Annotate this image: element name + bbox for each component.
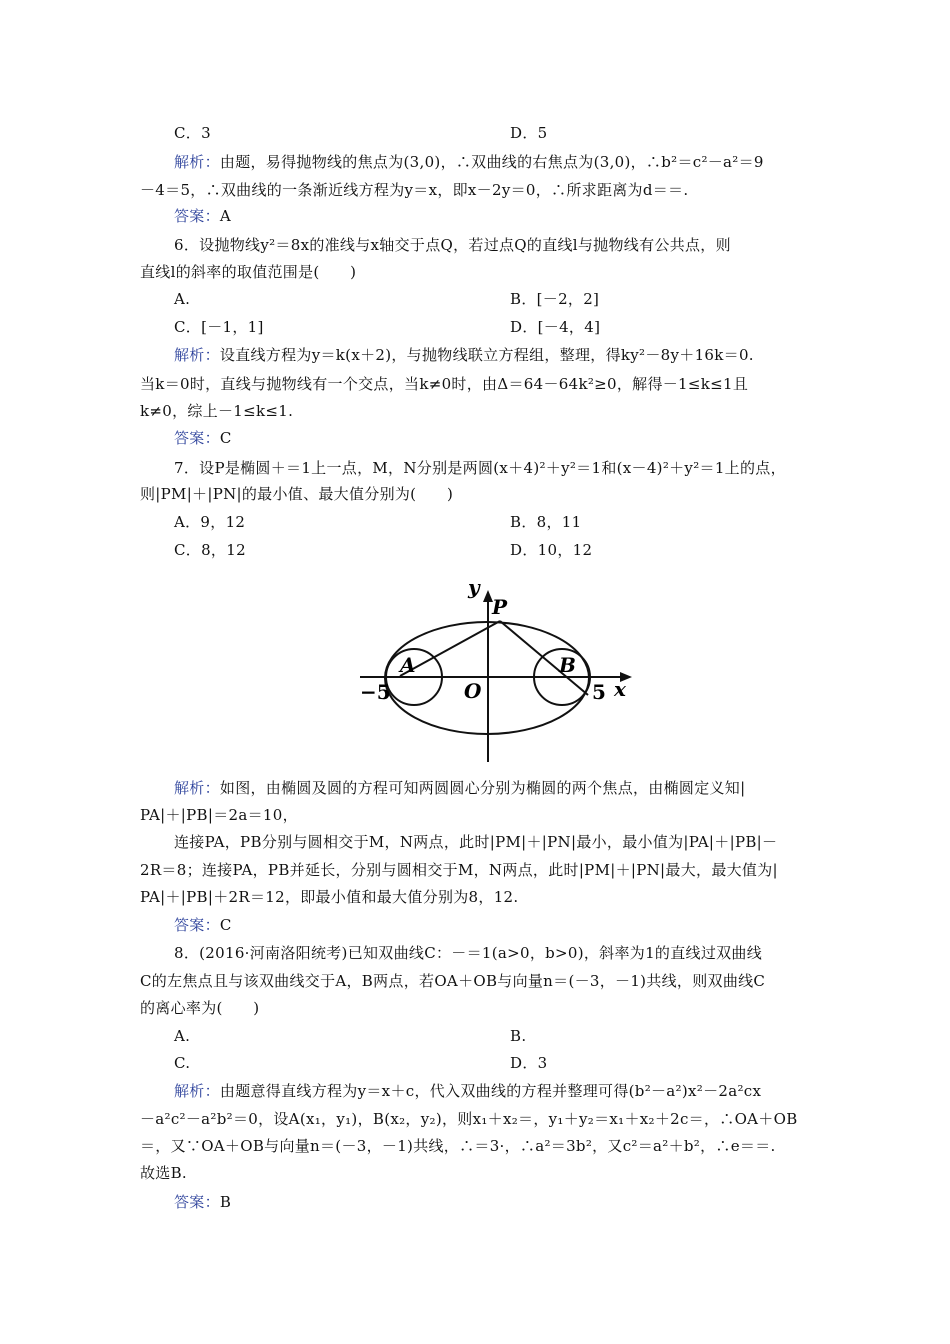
q6-option-c: C．[－1，1] xyxy=(174,318,264,336)
q8-option-a: A. xyxy=(174,1027,191,1045)
q8-analysis xyxy=(174,1082,761,1100)
q7-analysis-cont: PA|＋|PB|＝2a＝10， xyxy=(140,806,298,824)
analysis-text: 设直线方程为y＝k(x＋2)，与抛物线联立方程组，整理，得ky²－8y＋16k＝0. xyxy=(219,346,754,364)
y-label: y xyxy=(468,575,480,599)
answer-value: C xyxy=(219,429,232,447)
answer-label: 答案： xyxy=(174,207,220,225)
q7-analysis-cont2: 连接PA，PB分别与圆相交于M，N两点，此时|PM|＋|PN|最小，最小值为|PA|＋|PB|－ xyxy=(174,833,778,851)
question-6-stem: 6．设抛物线y²＝8x的准线与x轴交于点Q，若过点Q的直线l与抛物线有公共点，则 xyxy=(174,236,731,254)
o-label: O xyxy=(464,679,482,703)
b-label: B xyxy=(559,653,576,677)
answer-line xyxy=(174,207,231,225)
answer-value: A xyxy=(219,207,232,225)
analysis-label: 解析： xyxy=(174,779,220,797)
q8-analysis-cont3: 故选B. xyxy=(140,1164,187,1182)
analysis-label: 解析： xyxy=(174,1082,220,1100)
answer-value: C xyxy=(219,916,232,934)
question-7-stem: 7．设P是椭圆＋＝1上一点，M，N分别是两圆(x＋4)²＋y²＝1和(x－4)²＋y²＝1上的点， xyxy=(174,459,786,477)
p-label: P xyxy=(492,595,508,619)
answer-label: 答案： xyxy=(174,916,220,934)
q7-option-b: B．8，11 xyxy=(510,513,582,531)
answer-label: 答案： xyxy=(174,1193,220,1211)
q7-answer xyxy=(174,916,232,934)
option-c: C．3 xyxy=(174,124,211,142)
q8-option-c: C. xyxy=(174,1054,191,1072)
q6-analysis-cont2: k≠0，综上－1≤k≤1. xyxy=(140,402,294,420)
q8-analysis-cont2: ＝，又∵OA＋OB与向量n＝(－3，－1)共线，∴＝3·，∴a²＝3b²，又c²＝a²＋b²，∴e＝＝. xyxy=(140,1137,776,1155)
question-7-stem-cont: 则|PM|＋|PN|的最小值、最大值分别为( ) xyxy=(140,485,454,503)
q8-option-d: D．3 xyxy=(510,1054,548,1072)
answer-value: B xyxy=(219,1193,232,1211)
q7-option-c: C．8，12 xyxy=(174,541,246,559)
question-6-stem-cont: 直线l的斜率的取值范围是( ) xyxy=(140,263,357,281)
question-8-stem: 8．(2016·河南洛阳统考)已知双曲线C：－＝1(a>0，b>0)，斜率为1的直线过双曲线 xyxy=(174,944,763,962)
q6-option-b: B．[－2，2] xyxy=(510,290,600,308)
ellipse-figure xyxy=(330,568,640,768)
analysis-text: 如图，由椭圆及圆的方程可知两圆圆心分别为椭圆的两个焦点，由椭圆定义知| xyxy=(219,779,746,797)
analysis-text: 由题意得直线方程为y＝x＋c，代入双曲线的方程并整理可得(b²－a²)x²－2a²cx xyxy=(219,1082,762,1100)
analysis-line xyxy=(174,153,764,171)
q7-option-a: A．9，12 xyxy=(174,513,246,531)
x-label: x xyxy=(614,677,626,701)
q8-analysis-cont: －a²c²－a²b²＝0，设A(x₁，y₁)，B(x₂，y₂)，则x₁＋x₂＝，y₁＋y₂＝x₁＋x₂＋2c＝，∴OA＋OB xyxy=(140,1110,798,1128)
q7-option-d: D．10，12 xyxy=(510,541,593,559)
analysis-text-cont: －4＝5，∴双曲线的一条渐近线方程为y＝x，即x－2y＝0，∴所求距离为d＝＝. xyxy=(140,181,689,199)
q6-answer xyxy=(174,429,232,447)
answer-label: 答案： xyxy=(174,429,220,447)
q6-analysis-cont: 当k＝0时，直线与抛物线有一个交点，当k≠0时，由Δ＝64－64k²≥0，解得－1≤k≤1且 xyxy=(140,375,749,393)
q7-analysis xyxy=(174,779,745,797)
option-d: D．5 xyxy=(510,124,548,142)
q6-option-a: A. xyxy=(174,290,191,308)
question-8-stem-cont2: 的离心率为( ) xyxy=(140,999,260,1017)
neg5-label: −5 xyxy=(360,680,391,704)
q8-option-b: B. xyxy=(510,1027,527,1045)
question-8-stem-cont: C的左焦点且与该双曲线交于A，B两点，若OA＋OB与向量n＝(－3，－1)共线，则双曲线C xyxy=(140,972,766,990)
a-label: A xyxy=(400,653,416,677)
q7-analysis-cont4: PA|＋|PB|＋2R＝12，即最小值和最大值分别为8，12. xyxy=(140,888,519,906)
q6-option-d: D．[－4，4] xyxy=(510,318,601,336)
q8-answer xyxy=(174,1193,231,1211)
q7-analysis-cont3: 2R＝8；连接PA，PB并延长，分别与圆相交于M，N两点，此时|PM|＋|PN|最大，最大值为| xyxy=(140,861,778,879)
analysis-label: 解析： xyxy=(174,153,220,171)
analysis-text: 由题，易得抛物线的焦点为(3,0)，∴双曲线的右焦点为(3,0)，∴b²＝c²－a²＝9 xyxy=(219,153,764,171)
pos5-label: 5 xyxy=(592,680,606,704)
analysis-label: 解析： xyxy=(174,346,220,364)
q6-analysis xyxy=(174,346,754,364)
